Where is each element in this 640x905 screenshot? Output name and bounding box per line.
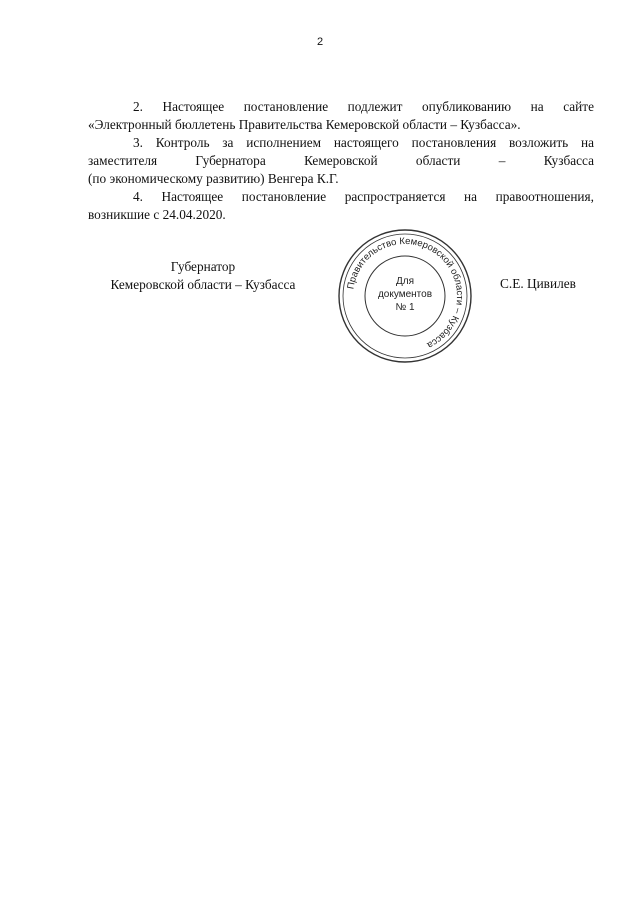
signer-name: С.Е. Цивилев [500, 276, 576, 291]
document-body [88, 98, 594, 224]
seal-inner-line2: документов [377, 289, 433, 300]
seal-inner-line1: Для [395, 276, 415, 287]
paragraph-line: 2. Настоящее постановление подлежит опубликованию на сайте [133, 99, 594, 114]
page-number: 2 [316, 36, 324, 48]
paragraph-line: (по экономическому развитию) Венгера К.Г. [88, 171, 339, 186]
official-seal [335, 226, 475, 366]
paragraph-line: 3. Контроль за исполнением настоящего постановления возложить на [133, 135, 594, 150]
paragraph-line: заместителя Губернатора Кемеровской области – Кузбасса [88, 153, 594, 168]
paragraph-3 [88, 134, 594, 188]
paragraph-4 [88, 188, 594, 224]
signatory-title-line1: Губернатор [170, 259, 236, 274]
paragraph-line: 4. Настоящее постановление распространяется на правоотношения, [133, 189, 594, 204]
paragraph-line: «Электронный бюллетень Правительства Кемеровской области – Кузбасса». [88, 117, 521, 132]
signatory-title [88, 258, 318, 294]
paragraph-2 [88, 98, 594, 134]
seal-inner-line3: № 1 [395, 302, 415, 313]
seal-outer-text-path: Правительство Кемеровской области – Кузбасса [345, 235, 466, 351]
paragraph-line: возникшие с 24.04.2020. [88, 207, 226, 222]
signatory-title-line2: Кемеровской области – Кузбасса [110, 277, 296, 292]
